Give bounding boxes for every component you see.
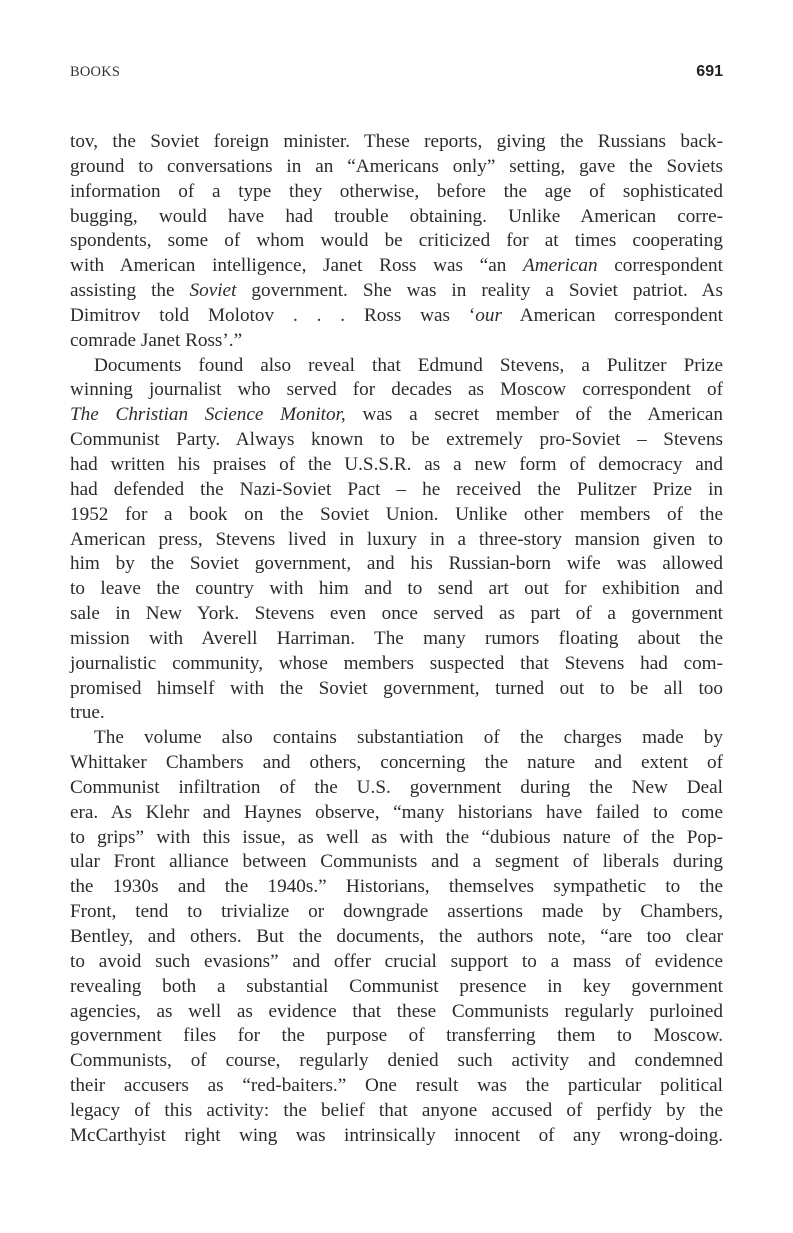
text-line: comrade Janet Ross’.”: [70, 329, 243, 351]
text-line: Documents found also reveal that Edmund Stevens, a Pulitzer Prize: [94, 354, 723, 376]
paragraph-3: [70, 726, 723, 1148]
text-line: spondents, some of whom would be criticized for at times cooperating: [70, 230, 723, 252]
text-line: government files for the purpose of transferring them to Moscow.: [70, 1025, 723, 1047]
text-line: had defended the Nazi-Soviet Pact – he received the Pulitzer Prize in: [70, 478, 723, 500]
text-line: Front, tend to trivialize or downgrade assertions made by Chambers,: [70, 901, 723, 923]
text-line: 1952 for a book on the Soviet Union. Unlike other members of the: [70, 503, 723, 525]
italic-text: Soviet: [189, 280, 237, 302]
text-line: to avoid such evasions” and offer crucial support to a mass of evidence: [70, 950, 723, 972]
text-line: Communists, of course, regularly denied such activity and condemned: [70, 1050, 723, 1072]
text-line: tov, the Soviet foreign minister. These reports, giving the Russians back-: [70, 131, 723, 152]
text-line: ground to conversations in an “Americans only” setting, gave the Soviets: [70, 155, 723, 177]
text-line: assisting the Soviet government. She was in reality a Soviet patriot. As: [70, 280, 723, 302]
text-line: The Christian Science Monitor, was a secret member of the American: [70, 404, 724, 426]
text-line: legacy of this activity: the belief that anyone accused of perfidy by the: [70, 1099, 723, 1121]
text-line: had written his praises of the U.S.S.R. as a new form of democracy and: [70, 453, 723, 475]
italic-text: our: [475, 304, 502, 326]
text-line: revealing both a substantial Communist presence in key government: [70, 975, 723, 997]
text-line: winning journalist who served for decades as Moscow correspondent of: [70, 379, 723, 401]
paragraph-2: [70, 354, 723, 727]
text-line: with American intelligence, Janet Ross was “an American correspondent: [70, 255, 723, 277]
paragraph-1: [70, 130, 723, 354]
text-line: journalistic community, whose members suspected that Stevens had com-: [70, 652, 723, 674]
section-label: BOOKS: [70, 64, 121, 80]
text-line: information of a type they otherwise, before the age of sophisticated: [70, 180, 723, 202]
text-line: Whittaker Chambers and others, concerning the nature and extent of: [70, 752, 723, 774]
text-line: sale in New York. Stevens even once served as part of a government: [70, 603, 723, 625]
italic-text: American: [523, 255, 598, 277]
text-line: Bentley, and others. But the documents, the authors note, “are too clear: [70, 926, 723, 947]
text-line: promised himself with the Soviet government, turned out to be all too: [70, 677, 723, 699]
text-line: ular Front alliance between Communists and a segment of liberals during: [70, 851, 723, 873]
text-line: Communist Party. Always known to be extremely pro-Soviet – Stevens: [70, 429, 723, 451]
text-line: American press, Stevens lived in luxury in a three-story mansion given to: [70, 528, 723, 550]
text-line: to grips” with this issue, as well as with the “dubious nature of the Pop-: [70, 826, 723, 848]
text-line: era. As Klehr and Haynes observe, “many historians have failed to come: [70, 801, 723, 823]
text-line: the 1930s and the 1940s.” Historians, themselves sympathetic to the: [70, 876, 723, 898]
text-line: him by the Soviet government, and his Russian-born wife was allowed: [70, 553, 723, 575]
italic-text: The Christian Science Monitor,: [70, 404, 346, 426]
text-line: agencies, as well as evidence that these Communists regularly purloined: [70, 1000, 723, 1022]
text-line: to leave the country with him and to send art out for exhibition and: [70, 578, 723, 600]
text-line: true.: [70, 702, 105, 724]
text-line: mission with Averell Harriman. The many rumors floating about the: [70, 627, 723, 649]
text-line: McCarthyist right wing was intrinsically innocent of any wrong-doing.: [70, 1124, 723, 1146]
body-text: [70, 130, 723, 1149]
text-line: The volume also contains substantiation of the charges made by: [94, 727, 723, 749]
text-line: Dimitrov told Molotov . . . Ross was ‘our American correspondent: [70, 304, 723, 326]
text-line: bugging, would have had trouble obtaining. Unlike American corre-: [70, 205, 723, 227]
text-line: their accusers as “red-baiters.” One result was the particular political: [70, 1075, 723, 1097]
running-head: [70, 64, 723, 84]
page-number: 691: [696, 63, 723, 80]
text-line: Communist infiltration of the U.S. government during the New Deal: [70, 776, 723, 798]
